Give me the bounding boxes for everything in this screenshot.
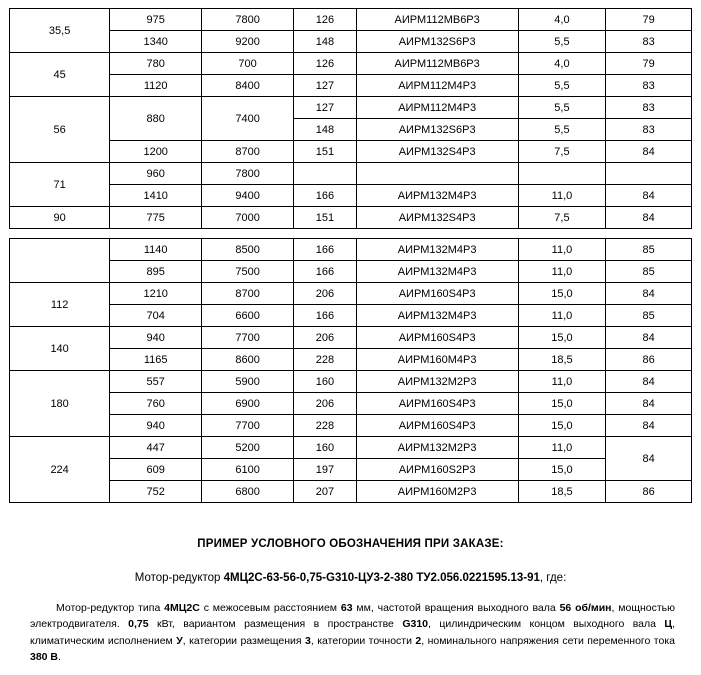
cell-mass: 126: [294, 9, 357, 31]
table-row: [10, 349, 692, 371]
desc-value-mounting: G310: [402, 618, 428, 631]
cell-power: 11,0: [518, 239, 606, 261]
cell-torque: 752: [110, 481, 202, 503]
cell-mass: 206: [294, 393, 357, 415]
table-row: [10, 327, 692, 349]
desc-value-power: 0,75: [128, 618, 149, 631]
desc-part-9: , категории точности: [310, 634, 416, 647]
cell-force: 6600: [202, 305, 294, 327]
cell-torque: 1165: [110, 349, 202, 371]
cell-power: 15,0: [518, 415, 606, 437]
cell-torque: 447: [110, 437, 202, 459]
desc-part-7: , климатическим исполнением: [30, 618, 675, 647]
cell-power: 15,0: [518, 459, 606, 481]
table-row: [10, 75, 692, 97]
cell-motor-type: АИРМ132М4Р3: [356, 305, 518, 327]
cell-mass: 228: [294, 349, 357, 371]
desc-part-5: кВт, вариантом размещения в пространстве: [148, 618, 403, 631]
cell-torque: 940: [110, 327, 202, 349]
cell-axis-distance: 71: [10, 163, 110, 207]
cell-motor-type: АИРМ160S4Р3: [356, 327, 518, 349]
designation-suffix: , где:: [539, 572, 567, 584]
cell-torque: 960: [110, 163, 202, 185]
cell-force: 8700: [202, 141, 294, 163]
cell-torque: 895: [110, 261, 202, 283]
cell-mass: 197: [294, 459, 357, 481]
table-row: [10, 53, 692, 75]
cell-axis-distance: 140: [10, 327, 110, 371]
cell-power: [518, 163, 606, 185]
cell-mass: 166: [294, 261, 357, 283]
cell-mass: 228: [294, 415, 357, 437]
cell-force: 7700: [202, 327, 294, 349]
cell-mass: 127: [294, 97, 357, 119]
cell-motor-type: АИРМ132S6Р3: [356, 31, 518, 53]
table-row: [10, 239, 692, 261]
designation-prefix: Мотор-редуктор: [134, 572, 224, 584]
cell-mass: 148: [294, 31, 357, 53]
desc-part-6: , цилиндрическим концом выходного вала: [428, 618, 665, 631]
cell-torque: 1120: [110, 75, 202, 97]
cell-efficiency: 84: [606, 207, 692, 229]
cell-torque: 1210: [110, 283, 202, 305]
cell-force: 6900: [202, 393, 294, 415]
cell-force: 6100: [202, 459, 294, 481]
cell-efficiency: 84: [606, 141, 692, 163]
cell-motor-type: АИРМ132М2Р3: [356, 371, 518, 393]
desc-value-type: 4МЦ2С: [164, 602, 200, 614]
cell-force: 7800: [202, 9, 294, 31]
cell-force: 8700: [202, 283, 294, 305]
cell-axis-distance: 224: [10, 437, 110, 503]
table-row: [10, 163, 692, 185]
table-row: [10, 459, 692, 481]
cell-force: 700: [202, 53, 294, 75]
table-row: [10, 305, 692, 327]
cell-efficiency: 84: [606, 415, 692, 437]
cell-axis-distance: 35,5: [10, 9, 110, 53]
motor-spec-table-upper: [9, 8, 692, 229]
cell-power: 4,0: [518, 9, 606, 31]
cell-motor-type: АИРМ160S4Р3: [356, 283, 518, 305]
cell-axis-distance: 90: [10, 207, 110, 229]
cell-power: 15,0: [518, 283, 606, 305]
cell-torque: 1200: [110, 141, 202, 163]
table-row: [10, 393, 692, 415]
cell-force: 6800: [202, 481, 294, 503]
table-row: [10, 437, 692, 459]
cell-efficiency: 83: [606, 31, 692, 53]
cell-torque: 975: [110, 9, 202, 31]
cell-torque: 609: [110, 459, 202, 481]
cell-efficiency: 83: [606, 119, 692, 141]
desc-value-climate: У: [176, 634, 183, 647]
cell-force: 7700: [202, 415, 294, 437]
cell-force: 8500: [202, 239, 294, 261]
cell-power: 7,5: [518, 141, 606, 163]
cell-force: 7500: [202, 261, 294, 283]
cell-motor-type: АИРМ112МВ6Р3: [356, 9, 518, 31]
cell-motor-type: АИРМ132М2Р3: [356, 437, 518, 459]
table-row: [10, 207, 692, 229]
table-row: [10, 97, 692, 119]
cell-power: 5,5: [518, 97, 606, 119]
cell-motor-type: АИРМ132М4Р3: [356, 261, 518, 283]
cell-motor-type: АИРМ132S4Р3: [356, 207, 518, 229]
desc-value-shaft-end: Ц: [664, 618, 673, 631]
cell-power: 11,0: [518, 371, 606, 393]
cell-motor-type: АИРМ160S4Р3: [356, 393, 518, 415]
desc-part-4: , мощностью электродвигателя.: [30, 602, 676, 631]
cell-power: 5,5: [518, 119, 606, 141]
cell-mass: 160: [294, 371, 357, 393]
cell-power: 5,5: [518, 31, 606, 53]
cell-motor-type: АИРМ132М4Р3: [356, 185, 518, 207]
cell-mass: 160: [294, 437, 357, 459]
cell-force: 9400: [202, 185, 294, 207]
cell-mass: 166: [294, 185, 357, 207]
cell-efficiency: 84: [606, 185, 692, 207]
cell-efficiency: 83: [606, 97, 692, 119]
cell-mass: 148: [294, 119, 357, 141]
cell-torque: 880: [110, 97, 202, 141]
desc-part-10: , номинального напряжения сети переменного тока: [421, 634, 675, 647]
cell-efficiency: 85: [606, 239, 692, 261]
cell-force: 8600: [202, 349, 294, 371]
desc-value-output-speed: 56 об/мин: [559, 602, 612, 614]
cell-power: 11,0: [518, 305, 606, 327]
cell-power: 5,5: [518, 75, 606, 97]
cell-force: 5900: [202, 371, 294, 393]
desc-part-8: , категории размещения: [182, 634, 306, 647]
cell-power: 11,0: [518, 185, 606, 207]
cell-force: 7400: [202, 97, 294, 141]
cell-axis-distance: [10, 239, 110, 283]
desc-value-axis-distance: 63: [340, 602, 353, 614]
desc-part-2: с межосевым расстоянием: [199, 602, 341, 614]
cell-torque: 940: [110, 415, 202, 437]
cell-force: 5200: [202, 437, 294, 459]
table-row: [10, 9, 692, 31]
cell-efficiency: 86: [606, 349, 692, 371]
cell-motor-type: АИРМ132S4Р3: [356, 141, 518, 163]
table-row: [10, 261, 692, 283]
cell-power: 11,0: [518, 261, 606, 283]
cell-efficiency: 85: [606, 305, 692, 327]
cell-force: 8400: [202, 75, 294, 97]
desc-value-voltage: 380 В: [30, 650, 59, 663]
cell-motor-type: АИРМ160М2Р3: [356, 481, 518, 503]
cell-motor-type: АИРМ160S4Р3: [356, 415, 518, 437]
designation-line: [9, 572, 692, 584]
cell-torque: 780: [110, 53, 202, 75]
cell-mass: 151: [294, 207, 357, 229]
cell-axis-distance: 180: [10, 371, 110, 437]
cell-efficiency: 84: [606, 371, 692, 393]
cell-efficiency: 84: [606, 437, 692, 481]
cell-torque: 1410: [110, 185, 202, 207]
cell-mass: 126: [294, 53, 357, 75]
cell-efficiency: 84: [606, 393, 692, 415]
table-row: [10, 481, 692, 503]
cell-power: 18,5: [518, 481, 606, 503]
table-row: [10, 371, 692, 393]
cell-power: 7,5: [518, 207, 606, 229]
cell-motor-type: АИРМ160М4Р3: [356, 349, 518, 371]
cell-mass: 207: [294, 481, 357, 503]
cell-torque: 557: [110, 371, 202, 393]
cell-motor-type: АИРМ132S6Р3: [356, 119, 518, 141]
cell-efficiency: 79: [606, 53, 692, 75]
cell-power: 15,0: [518, 393, 606, 415]
cell-mass: 166: [294, 305, 357, 327]
cell-axis-distance: 112: [10, 283, 110, 327]
cell-motor-type: АИРМ132М4Р3: [356, 239, 518, 261]
cell-force: 9200: [202, 31, 294, 53]
designation-description: [30, 600, 675, 665]
cell-mass: [294, 163, 357, 185]
cell-efficiency: [606, 163, 692, 185]
designation-code: 4МЦ2С-63-56-0,75-G310-ЦУ3-2-380 ТУ2.056.0221595.13-91: [223, 572, 540, 584]
cell-efficiency: 85: [606, 261, 692, 283]
cell-axis-distance: 45: [10, 53, 110, 97]
cell-efficiency: 84: [606, 327, 692, 349]
cell-torque: 760: [110, 393, 202, 415]
cell-motor-type: АИРМ112М4Р3: [356, 97, 518, 119]
cell-mass: 206: [294, 283, 357, 305]
cell-torque: 1340: [110, 31, 202, 53]
cell-power: 15,0: [518, 327, 606, 349]
cell-power: 18,5: [518, 349, 606, 371]
cell-mass: 206: [294, 327, 357, 349]
cell-torque: 1140: [110, 239, 202, 261]
cell-force: 7000: [202, 207, 294, 229]
cell-motor-type: АИРМ160S2Р3: [356, 459, 518, 481]
table-row: [10, 283, 692, 305]
table-row: [10, 185, 692, 207]
cell-force: 7800: [202, 163, 294, 185]
cell-torque: 704: [110, 305, 202, 327]
motor-spec-table-lower: [9, 238, 692, 503]
cell-efficiency: 83: [606, 75, 692, 97]
cell-motor-type: АИРМ112М4Р3: [356, 75, 518, 97]
cell-mass: 151: [294, 141, 357, 163]
desc-part-11: .: [58, 650, 61, 663]
cell-power: 4,0: [518, 53, 606, 75]
desc-part-1: Мотор-редуктор типа: [56, 602, 165, 614]
example-heading: ПРИМЕР УСЛОВНОГО ОБОЗНАЧЕНИЯ ПРИ ЗАКАЗЕ:: [197, 538, 504, 550]
cell-efficiency: 86: [606, 481, 692, 503]
cell-power: 11,0: [518, 437, 606, 459]
cell-mass: 166: [294, 239, 357, 261]
cell-motor-type: [356, 163, 518, 185]
cell-mass: 127: [294, 75, 357, 97]
cell-axis-distance: 56: [10, 97, 110, 163]
cell-motor-type: АИРМ112МВ6Р3: [356, 53, 518, 75]
cell-torque: 775: [110, 207, 202, 229]
table-row: [10, 31, 692, 53]
cell-efficiency: 79: [606, 9, 692, 31]
cell-efficiency: 84: [606, 283, 692, 305]
table-row: [10, 415, 692, 437]
desc-part-3: мм, частотой вращения выходного вала: [352, 602, 560, 614]
desc-value-accuracy: 2: [415, 634, 422, 647]
table-row: [10, 141, 692, 163]
desc-value-category: 3: [305, 634, 311, 647]
